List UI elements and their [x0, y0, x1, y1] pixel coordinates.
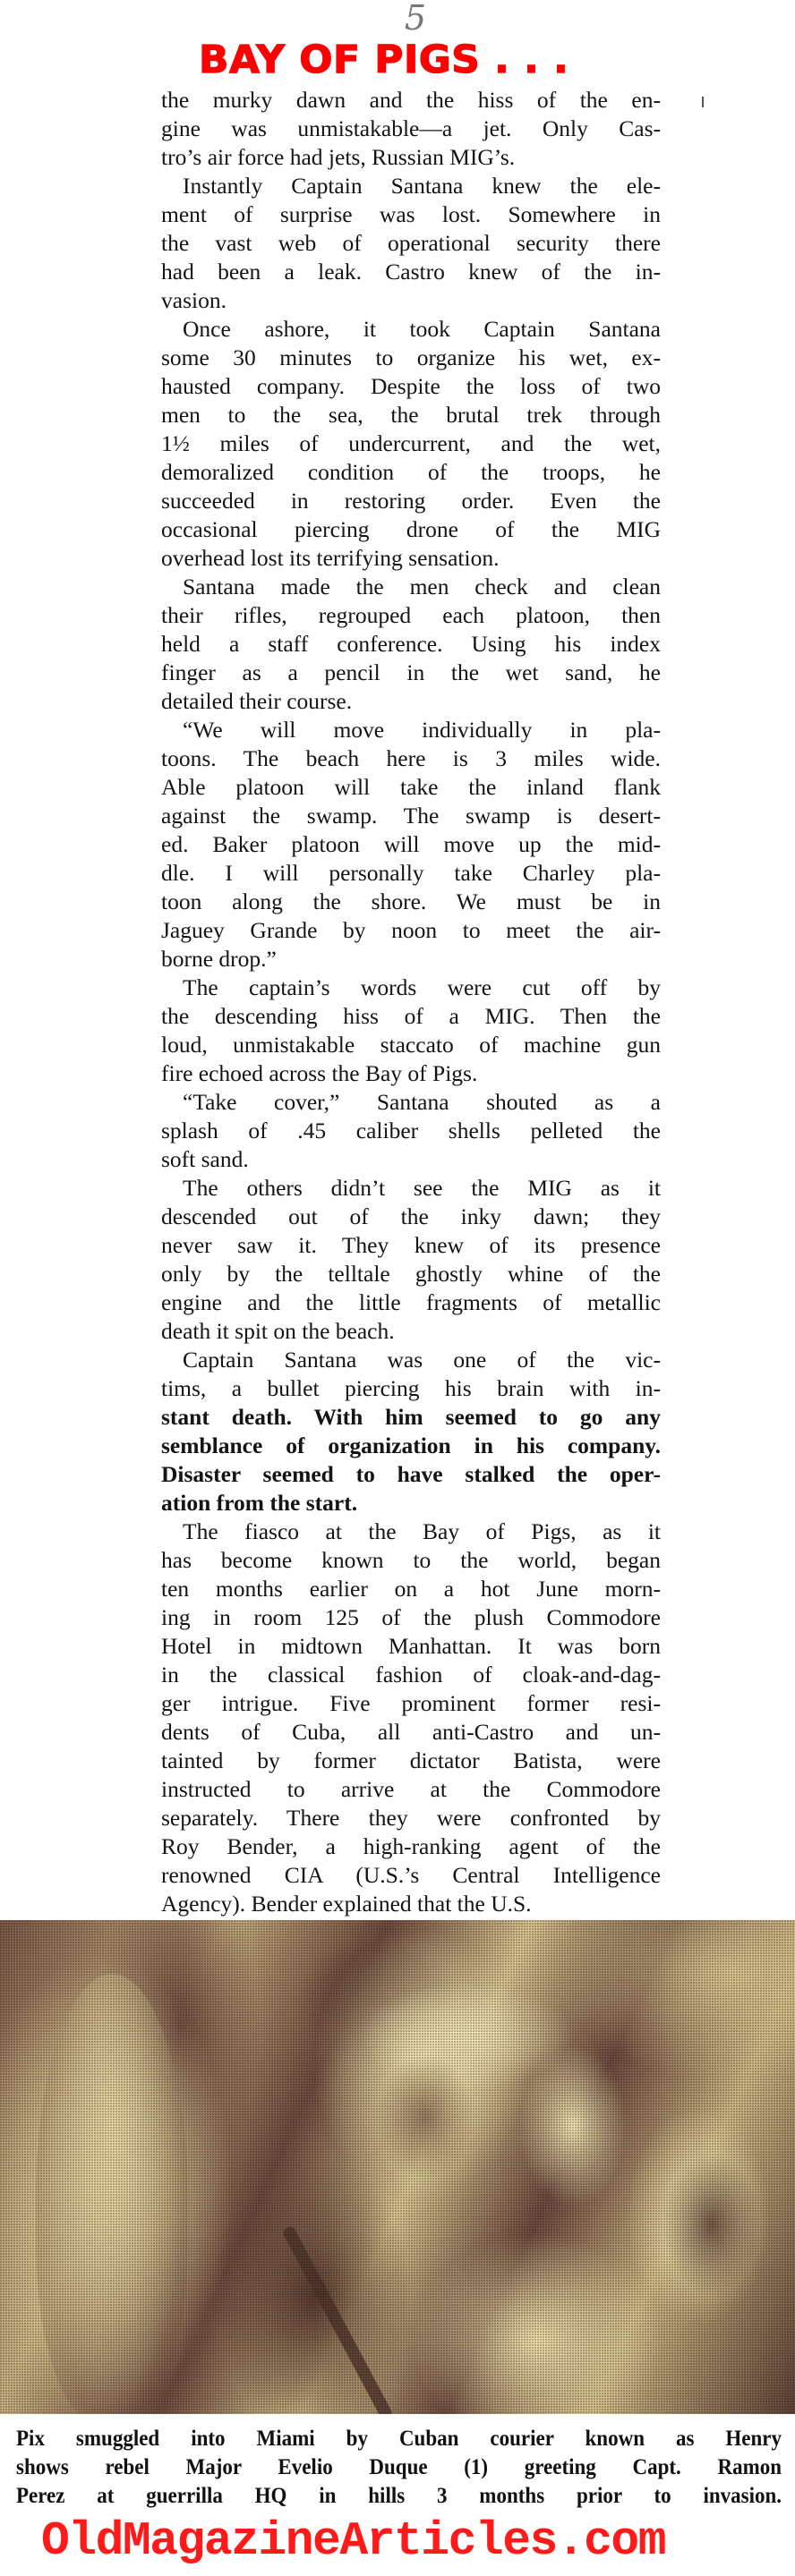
article-paragraph	[161, 172, 661, 315]
article-line: succeeded in restoring order. Even the	[161, 488, 661, 514]
article-line: toon along the shore. We must be in	[161, 888, 661, 914]
caption-line: shows rebel Major Evelio Duque (1) greeting Capt. Ramon	[16, 2455, 782, 2479]
article-line: ger intrigue. Five prominent former resi-	[161, 1690, 661, 1716]
article-photo	[0, 1920, 795, 2414]
article-line: ten months earlier on a hot June morn-	[161, 1576, 661, 1602]
article-line: the descending hiss of a MIG. Then the	[161, 1003, 661, 1029]
article-line: splash of .45 caliber shells pelleted the	[161, 1118, 661, 1143]
article-line: men to the sea, the brutal trek through	[161, 402, 661, 428]
article-line: fire echoed across the Bay of Pigs.	[161, 1060, 478, 1086]
article-headline: BAY OF PIGS . . .	[199, 38, 569, 82]
article-line: against the swamp. The swamp is desert-	[161, 803, 661, 829]
article-line: soft sand.	[161, 1146, 249, 1172]
article-line: The captain’s words were cut off by	[183, 974, 661, 1000]
article-line: Able platoon will take the inland flank	[161, 774, 661, 800]
article-line: hausted company. Despite the loss of two	[161, 373, 661, 399]
article-line: renowned CIA (U.S.’s Central Intelligence	[161, 1862, 661, 1888]
article-line: ment of surprise was lost. Somewhere in	[161, 201, 661, 227]
article-paragraph	[161, 1174, 661, 1346]
article-line: tro’s air force had jets, Russian MIG’s.	[161, 144, 516, 170]
article-line: some 30 minutes to organize his wet, ex-	[161, 344, 661, 370]
article-line: Agency). Bender explained that the U.S.	[161, 1891, 532, 1917]
article-paragraph	[161, 1518, 661, 1918]
article-line: has become known to the world, began	[161, 1547, 661, 1573]
article-line: semblance of organization in his company.	[161, 1433, 661, 1458]
article-line: never saw it. They knew of its presence	[161, 1232, 661, 1258]
article-line: demoralized condition of the troops, he	[161, 459, 661, 485]
article-line: the murky dawn and the hiss of the en-	[161, 87, 661, 113]
article-line: Jaguey Grande by noon to meet the air-	[161, 917, 661, 943]
article-line: borne drop.”	[161, 946, 277, 972]
article-line: occasional piercing drone of the MIG	[161, 516, 661, 542]
article-line: had been a leak. Castro knew of the in-	[161, 259, 661, 285]
article-line: Hotel in midtown Manhattan. It was born	[161, 1633, 661, 1659]
site-watermark: OldMagazineArticles.com	[41, 2514, 666, 2568]
article-paragraph	[161, 716, 661, 973]
article-line: overhead lost its terrifying sensation.	[161, 545, 500, 571]
article-line: Roy Bender, a high-ranking agent of the	[161, 1833, 661, 1859]
article-paragraph	[161, 1346, 661, 1518]
article-line: Instantly Captain Santana knew the ele-	[183, 173, 661, 199]
article-line: gine was unmistakable—a jet. Only Cas-	[161, 115, 661, 141]
article-paragraph	[161, 86, 661, 172]
article-body	[161, 86, 661, 1918]
article-line: Once ashore, it took Captain Santana	[183, 316, 661, 342]
article-line: toons. The beach here is 3 miles wide.	[161, 745, 661, 771]
article-line: death it spit on the beach.	[161, 1318, 395, 1344]
article-line: their rifles, regrouped each platoon, then	[161, 602, 661, 628]
article-line: in the classical fashion of cloak-and-dag-	[161, 1662, 661, 1688]
article-line: instructed to arrive at the Commodore	[161, 1776, 661, 1802]
article-line: “We will move individually in pla-	[183, 717, 661, 743]
article-paragraph	[161, 973, 661, 1088]
article-line: ing in room 125 of the plush Commodore	[161, 1604, 661, 1630]
article-line: the vast web of operational security there	[161, 230, 661, 256]
article-line: Disaster seemed to have stalked the oper-	[161, 1461, 661, 1487]
article-line: Santana made the men check and clean	[183, 574, 661, 599]
article-line: descended out of the inky dawn; they	[161, 1203, 661, 1229]
article-line: separately. There they were confronted by	[161, 1805, 661, 1831]
article-line: held a staff conference. Using his index	[161, 631, 661, 657]
article-line: The fiasco at the Bay of Pigs, as it	[183, 1518, 661, 1544]
article-paragraph	[161, 573, 661, 716]
margin-mark	[702, 97, 704, 107]
article-line: stant death. With him seemed to go any	[161, 1404, 661, 1430]
article-line: engine and the little fragments of metallic	[161, 1289, 661, 1315]
article-line: only by the telltale ghostly whine of the	[161, 1261, 661, 1287]
photo-figure-rifle	[281, 2225, 393, 2414]
article-line: ed. Baker platoon will move up the mid-	[161, 831, 661, 857]
article-line: ation from the start.	[161, 1490, 358, 1516]
article-line: dents of Cuba, all anti-Castro and un-	[161, 1719, 661, 1745]
article-line: loud, unmistakable staccato of machine gun	[161, 1032, 661, 1058]
photo-figure-left-soldier	[36, 1974, 188, 2414]
photo-figure-face-center	[376, 2054, 474, 2180]
article-line: The others didn’t see the MIG as it	[183, 1175, 661, 1201]
article-line: tims, a bullet piercing his brain with in-	[161, 1375, 661, 1401]
article-line: Captain Santana was one of the vic-	[183, 1347, 661, 1373]
article-line: 1½ miles of undercurrent, and the wet,	[161, 430, 661, 456]
photo-caption	[16, 2425, 782, 2511]
article-paragraph	[161, 315, 661, 573]
caption-line: Perez at guerrilla HQ in hills 3 months prior to invasion.	[16, 2484, 782, 2508]
article-line: tainted by former dictator Batista, were	[161, 1747, 661, 1773]
article-line: dle. I will personally take Charley pla-	[161, 860, 661, 886]
article-line: “Take cover,” Santana shouted as a	[183, 1089, 661, 1115]
page-number: 5	[404, 0, 427, 38]
article-paragraph	[161, 1088, 661, 1174]
article-line: vasion.	[161, 287, 227, 313]
caption-line: Pix smuggled into Miami by Cuban courier known as Henry	[16, 2427, 782, 2451]
photo-figure-right-soldier	[662, 2153, 761, 2296]
article-line: finger as a pencil in the wet sand, he	[161, 659, 661, 685]
photo-figure-hat-center	[358, 1983, 573, 2090]
article-line: detailed their course.	[161, 688, 353, 714]
